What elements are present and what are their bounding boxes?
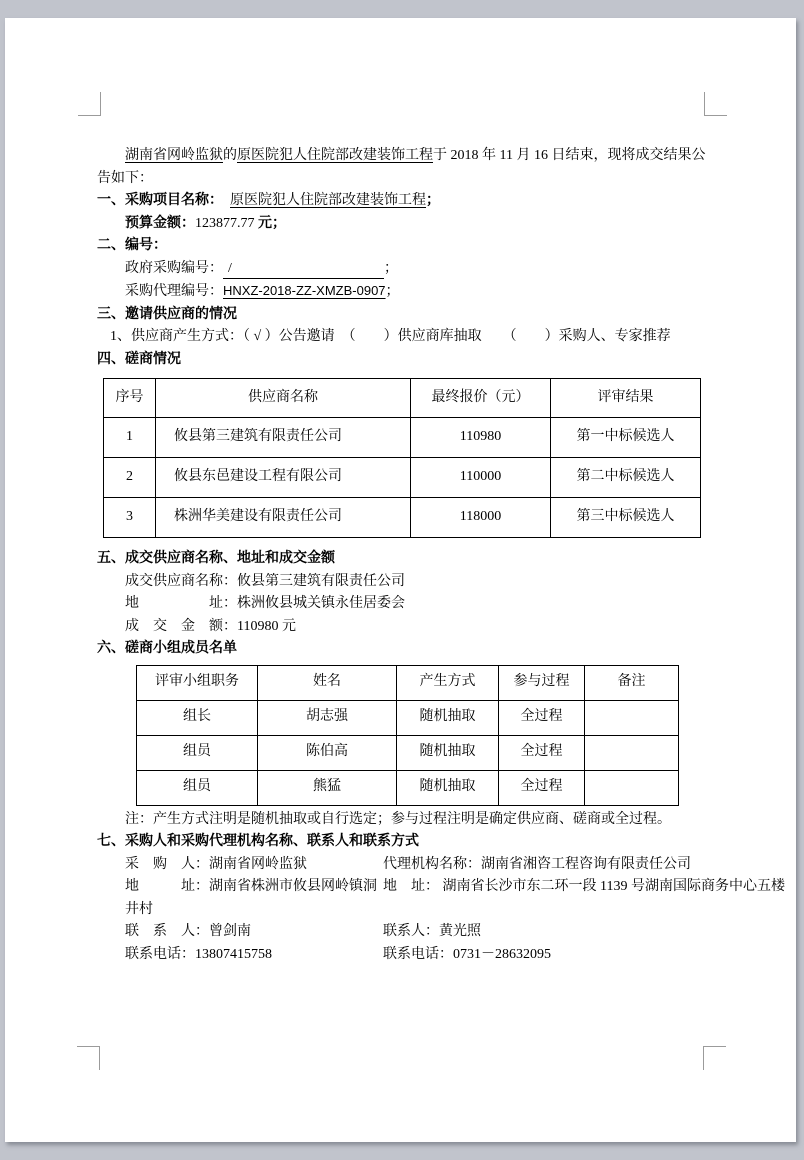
winner-address-value: 株洲攸县城关镇永佳居委会 [237, 596, 405, 611]
column-header: 评审小组职务 [137, 665, 258, 700]
section1-heading-line [97, 190, 709, 213]
budget-value: 123877.77 [195, 215, 255, 231]
table-header-row [104, 379, 701, 418]
cell-price: 118000 [411, 498, 551, 538]
buyer-name-underlined: 湖南省网岭监狱 [125, 148, 223, 163]
agency-value: 湖南省湘咨工程咨询有限责任公司 [481, 856, 691, 872]
supplier-source-line: 1、供应商产生方式：（ √ ）公告邀请 （ ）供应商库抽取 （ ）采购人、专家推荐 [110, 329, 671, 344]
intro-paragraph [97, 145, 709, 190]
cell-remark [585, 700, 679, 735]
agency-address-label: 地 址： [383, 879, 439, 894]
agency-number-value: HNXZ-2018-ZZ-XMZB-0907 [223, 283, 386, 298]
column-header: 供应商名称 [156, 379, 411, 418]
cell-process: 全过程 [499, 700, 585, 735]
crop-mark-bottom-right [703, 1046, 726, 1070]
winner-address-line [125, 593, 709, 616]
deal-amount-label: 成 交 金 额： [125, 618, 237, 634]
deal-amount-value: 110980 元 [237, 618, 296, 634]
cell-price: 110980 [411, 418, 551, 458]
section4-heading: 四、磋商情况 [97, 351, 181, 367]
cell-supplier: 株洲华美建设有限责任公司 [156, 498, 411, 538]
contact-row [125, 944, 709, 967]
cell-process: 全过程 [499, 735, 585, 770]
column-header: 最终报价（元） [411, 379, 551, 418]
buyer-contact-line [125, 921, 383, 944]
table-row [137, 770, 679, 805]
cell-supplier: 攸县东邑建设工程有限公司 [156, 458, 411, 498]
document-page [5, 18, 796, 1142]
budget-label: 预算金额： [125, 215, 195, 231]
cell-role: 组长 [137, 700, 258, 735]
buyer-name-line [125, 854, 383, 877]
winner-name-line [125, 571, 709, 594]
cell-role: 组员 [137, 770, 258, 805]
buyer-address-line [125, 876, 383, 921]
cell-index: 3 [104, 498, 156, 538]
intro-text-tail: 于 2018 年 11 月 16 日结束，现将成交结果公告如下： [97, 148, 706, 186]
section1-semicolon: ； [426, 193, 440, 208]
cell-name: 陈伯高 [258, 735, 397, 770]
cell-index: 2 [104, 458, 156, 498]
gov-number-semicolon: ； [384, 260, 398, 276]
intro-text: 的 [223, 148, 237, 163]
agency-contact-label: 联系人： [383, 924, 439, 939]
winner-name-label: 成交供应商名称： [125, 573, 237, 589]
cell-method: 随机抽取 [397, 770, 499, 805]
column-header: 产生方式 [397, 665, 499, 700]
panel-member-table [136, 665, 679, 806]
crop-mark-bottom-left [77, 1046, 100, 1070]
section1-project-name: 原医院犯人住院部改建装饰工程 [230, 193, 426, 208]
buyer-address-value: 湖南省株洲市攸县网岭镇洞井村 [125, 879, 377, 917]
budget-unit: 元； [254, 215, 286, 231]
cell-method: 随机抽取 [397, 735, 499, 770]
cell-remark [585, 735, 679, 770]
section6-heading: 六、磋商小组成员名单 [97, 641, 237, 656]
contact-row [125, 921, 709, 944]
buyer-phone-value: 13807415758 [195, 946, 272, 962]
agency-number-line [125, 280, 709, 304]
table-row [137, 700, 679, 735]
agency-phone-value: 0731－28632095 [453, 946, 551, 962]
buyer-value: 湖南省网岭监狱 [209, 856, 307, 872]
negotiation-result-table [103, 378, 701, 538]
agency-contact-value: 黄光照 [439, 924, 481, 939]
agency-name-line [383, 854, 699, 877]
cell-method: 随机抽取 [397, 700, 499, 735]
buyer-phone-label: 联系电话： [125, 946, 195, 962]
column-header: 备注 [585, 665, 679, 700]
section1-heading: 一、采购项目名称： [97, 193, 230, 208]
cell-process: 全过程 [499, 770, 585, 805]
agency-label: 代理机构名称： [383, 856, 481, 872]
table-row [137, 735, 679, 770]
table-row [104, 498, 701, 538]
document-body [97, 145, 785, 966]
buyer-contact-value: 曾剑南 [209, 924, 251, 939]
contact-row [125, 876, 785, 921]
section2-heading: 二、编号： [97, 238, 167, 253]
cell-result: 第一中标候选人 [551, 418, 701, 458]
section7-heading: 七、采购人和采购代理机构名称、联系人和联系方式 [97, 834, 419, 849]
gov-number-value: / [228, 260, 232, 276]
agency-contact-line [383, 921, 699, 944]
agency-number-semicolon: ； [385, 284, 400, 299]
section3-heading: 三、邀请供应商的情况 [97, 306, 237, 322]
gov-number-label: 政府采购编号： [125, 260, 223, 276]
table-row [104, 458, 701, 498]
winner-name-value: 攸县第三建筑有限责任公司 [237, 573, 405, 589]
cell-result: 第三中标候选人 [551, 498, 701, 538]
table-header-row [137, 665, 679, 700]
crop-mark-top-left [78, 92, 101, 116]
contact-row [125, 854, 709, 877]
section5-heading: 五、成交供应商名称、地址和成交金额 [97, 551, 335, 566]
winner-address-label: 地 址： [125, 596, 237, 611]
column-header: 姓名 [258, 665, 397, 700]
agency-address-value: 湖南省长沙市东二环一段 1139 号湖南国际商务中心五楼 [439, 879, 785, 894]
cell-role: 组员 [137, 735, 258, 770]
agency-phone-line [383, 944, 699, 967]
cell-result: 第二中标候选人 [551, 458, 701, 498]
column-header: 参与过程 [499, 665, 585, 700]
cell-remark [585, 770, 679, 805]
buyer-address-label: 地 址： [125, 879, 209, 894]
column-header: 评审结果 [551, 379, 701, 418]
cell-index: 1 [104, 418, 156, 458]
project-name-underlined: 原医院犯人住院部改建装饰工程 [237, 148, 433, 163]
table-note: 注：产生方式注明是随机抽取或自行选定；参与过程注明是确定供应商、磋商或全过程。 [125, 811, 671, 827]
cell-price: 110000 [411, 458, 551, 498]
buyer-contact-label: 联 系 人： [125, 924, 209, 939]
buyer-phone-line [125, 944, 383, 967]
budget-line [125, 213, 709, 236]
agency-phone-label: 联系电话： [383, 946, 453, 962]
column-header: 序号 [104, 379, 156, 418]
cell-name: 胡志强 [258, 700, 397, 735]
cell-supplier: 攸县第三建筑有限责任公司 [156, 418, 411, 458]
cell-name: 熊猛 [258, 770, 397, 805]
gov-number-line [125, 258, 709, 281]
table-row [104, 418, 701, 458]
crop-mark-top-right [704, 92, 727, 116]
buyer-label: 采 购 人： [125, 856, 209, 872]
deal-amount-line [125, 616, 709, 639]
gov-number-blank [223, 260, 384, 279]
agency-number-label: 采购代理编号： [125, 284, 223, 299]
agency-address-line [383, 876, 804, 921]
